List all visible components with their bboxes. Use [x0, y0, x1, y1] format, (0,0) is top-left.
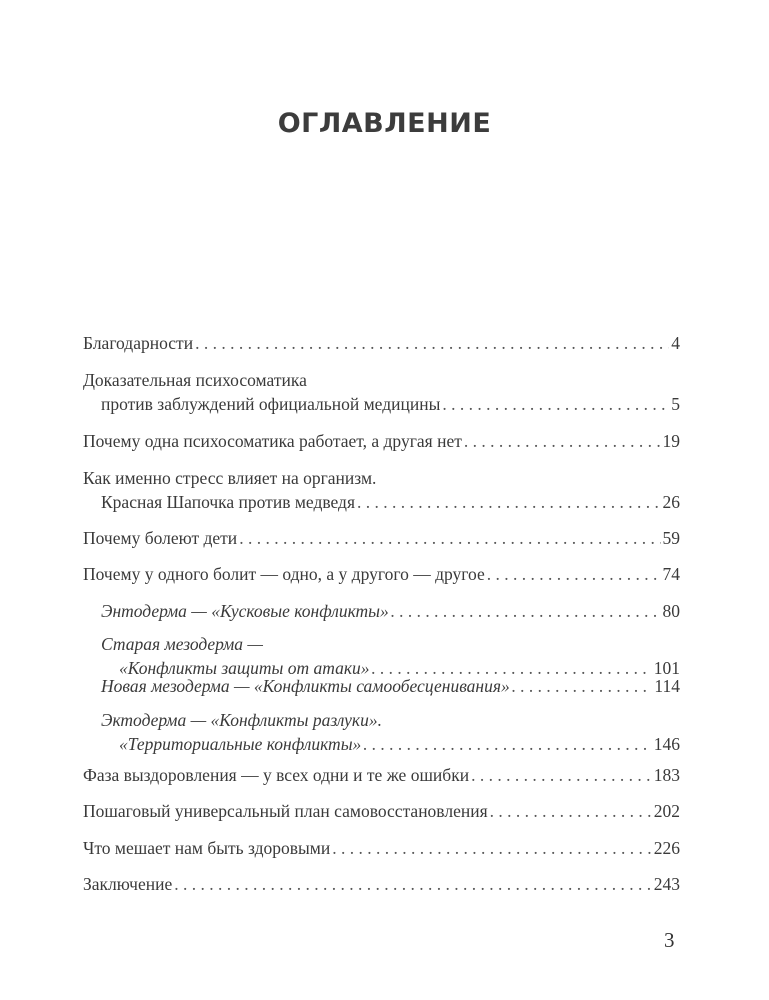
toc-entry-title-cont: против заблуждений официальной медицины: [101, 394, 441, 414]
toc-leader-dots: [490, 801, 652, 822]
toc-entry-title: Как именно стресс влияет на организм.: [83, 468, 377, 488]
toc-entry-title-cont: «Территориальные конфликты»: [119, 734, 362, 754]
toc-page-number: 183: [653, 765, 680, 785]
toc-page-number: 146: [653, 734, 680, 754]
toc-subentry-ectoderm[interactable]: [83, 710, 680, 758]
toc-leader-dots: [487, 564, 661, 585]
toc-entry-children[interactable]: [83, 528, 680, 552]
toc-leader-dots: [464, 431, 661, 452]
toc-subentry-old-mesoderm[interactable]: [83, 634, 680, 682]
toc-entry-title: Пошаговый универсальный план самовосстановления: [83, 801, 488, 821]
toc-entry-title: Эктодерма — «Конфликты разлуки».: [101, 710, 382, 730]
toc-leader-dots: [195, 333, 669, 354]
toc-entry-title: Что мешает нам быть здоровыми: [83, 838, 331, 858]
toc-entry-stress[interactable]: [83, 468, 680, 516]
toc-entry-title: Благодарности: [83, 333, 194, 353]
toc-leader-dots: [391, 601, 661, 622]
toc-entry-acknowledgements[interactable]: [83, 333, 680, 357]
page-title: ОГЛАВЛЕНИЕ: [277, 108, 492, 139]
toc-leader-dots: [357, 492, 661, 513]
toc-entry-title: Доказательная психосоматика: [83, 370, 307, 390]
toc-entry-title: Почему у одного болит — одно, а у другого — другое: [83, 564, 485, 584]
toc-page-number: 19: [662, 431, 680, 451]
toc-entry-title: Фаза выздоровления — у всех одни и те же ошибки: [83, 765, 470, 785]
toc-leader-dots: [363, 734, 651, 755]
toc-leader-dots: [332, 838, 652, 859]
toc-page-number: 114: [654, 676, 680, 696]
toc-page-number: 4: [671, 333, 680, 353]
toc-leader-dots: [512, 676, 653, 697]
toc-entry-why-one-works[interactable]: [83, 431, 680, 455]
toc-entry-step-plan[interactable]: [83, 801, 680, 825]
toc-entry-obstacles[interactable]: [83, 838, 680, 862]
toc-entry-title: Энтодерма — «Кусковые конфликты»: [101, 601, 389, 621]
toc-entry-title-cont: Красная Шапочка против медведя: [101, 492, 355, 512]
toc-leader-dots: [239, 528, 660, 549]
toc-entry-title: Старая мезодерма —: [101, 634, 263, 654]
toc-entry-title: Заключение: [83, 874, 173, 894]
toc-entry-different-illness[interactable]: [83, 564, 680, 588]
toc-page-number: 26: [662, 492, 680, 512]
toc-entry-recovery-phase[interactable]: [83, 765, 680, 789]
toc-entry-title-cont: «Конфликты защиты от атаки»: [119, 658, 370, 678]
toc-page-number: 80: [662, 601, 680, 621]
toc-entry-evidence-psychosomatics[interactable]: [83, 370, 680, 418]
toc-leader-dots: [471, 765, 652, 786]
page-number: 3: [664, 928, 675, 952]
toc-entry-title: Почему болеют дети: [83, 528, 238, 548]
toc-subentry-endoderm[interactable]: [83, 601, 680, 625]
toc-page-number: 226: [653, 838, 680, 858]
toc-page-number: 59: [662, 528, 680, 548]
toc-page-number: 243: [653, 874, 680, 894]
toc-page-number: 5: [671, 394, 680, 414]
toc-entry-title: Новая мезодерма — «Конфликты самообесценивания»: [101, 676, 510, 696]
toc-page-number: 74: [662, 564, 680, 584]
toc-page-number: 101: [653, 658, 680, 678]
toc-entry-conclusion[interactable]: [83, 874, 680, 898]
toc-page-number: 202: [653, 801, 680, 821]
toc-leader-dots: [442, 394, 669, 415]
toc-subentry-new-mesoderm[interactable]: [83, 676, 680, 700]
toc-entry-title: Почему одна психосоматика работает, а другая нет: [83, 431, 462, 451]
toc-leader-dots: [174, 874, 652, 895]
